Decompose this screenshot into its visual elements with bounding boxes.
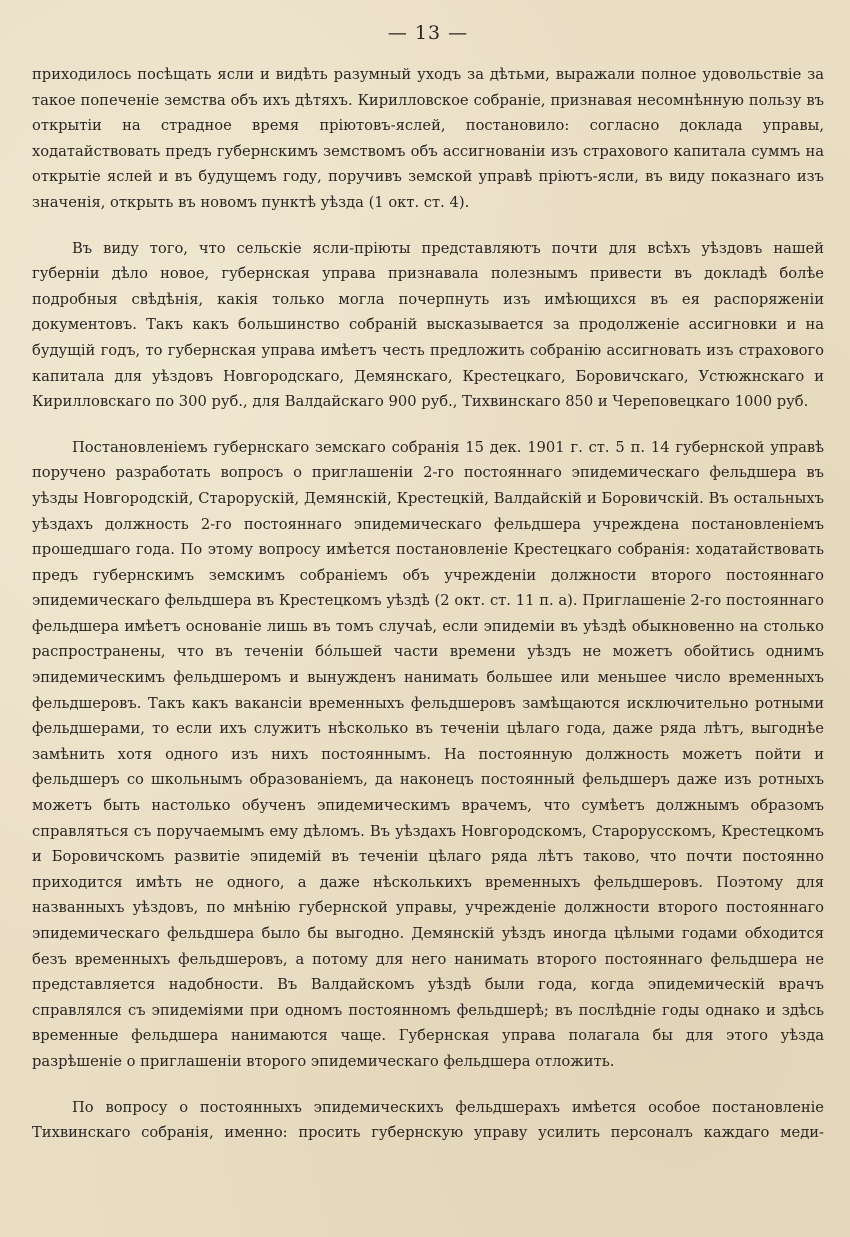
paragraph-feldsher-appointment: Постановленіемъ губернскаго земскаго собранія 15 дек. 1901 г. ст. 5 п. 14 губернской управѣ поручено разработать вопросъ о приглашеніи 2-го постояннаго эпидемическаго фельдшера въ уѣзды Новгородскій, Старорускій, Демянскій, Крестецкій, Валдайскій и Боровичскій. Въ остальныхъ уѣздахъ должность 2-го постояннаго эпидемическаго фельдшера учреждена постановленіемъ прошедшаго года. По этому вопросу имѣется постановленіе Крестецкаго собранія: ходатайствовать предъ губернскимъ земскимъ собраніемъ объ учрежденіи должности второго постояннаго эпидемическаго фельдшера въ Крестецкомъ уѣздѣ (2 окт. ст. 11 п. а). Приглашеніе 2-го постояннаго фельдшера имѣетъ основаніе лишь въ томъ случаѣ, если эпидеміи въ уѣздѣ обыкновенно на столько распространены, что въ теченіи бо́льшей части времени уѣздъ не можетъ обойтись однимъ эпидемическимъ фельдшеромъ и вынужденъ нанимать большее или меньшее число временныхъ фельдшеровъ. Такъ какъ вакансіи временныхъ фельдшеровъ замѣщаются исключительно ротными фельдшерами, то если ихъ служитъ нѣсколько въ теченіи цѣлаго года, даже ряда лѣтъ, выгоднѣе замѣнить хотя одного изъ нихъ постояннымъ. На постоянную должность можетъ пойти и фельдшеръ со школьнымъ образованіемъ, да наконецъ постоянный фельдшеръ даже изъ ротныхъ можетъ быть настолько обученъ эпидемическимъ врачемъ, что сумѣетъ должнымъ образомъ справляться съ поручаемымъ ему дѣломъ. Въ уѣздахъ Новгородскомъ, Старорусскомъ, Крестецкомъ и Боровичскомъ развитіе эпидемій въ теченіи цѣлаго ряда лѣтъ таково, что почти постоянно приходится имѣть не одного, а даже нѣсколькихъ временныхъ фельдшеровъ. Поэтому для названныхъ уѣздовъ, по мнѣнію губернской управы, учрежденіе должности второго постояннаго эпидемическаго фельдшера было бы выгодно. Демянскій уѣздъ иногда цѣлыми годами обходится безъ временныхъ фельдшеровъ, а потому для него нанимать второго постояннаго фельдшера не представляется надобности. Въ Валдайскомъ уѣздѣ были года, когда эпидемическій врачъ справлялся съ эпидеміями при одномъ постоянномъ фельдшерѣ; въ послѣдніе годы однако и здѣсь временные фельдшера нанимаются чаще. Губернская управа полагала бы для этого уѣзда разрѣшеніе о приглашеніи второго эпидемическаго фельдшера отложить. xyxy=(32,438,824,1070)
paragraph-nurseries: Въ виду того, что сельскіе ясли-пріюты представляютъ почти для всѣхъ уѣздовъ нашей губерніи дѣло новое, губернская управа признавала полезнымъ привести въ докладѣ болѣе подробныя свѣдѣнія, какія только могла почерпнуть изъ имѣющихся въ ея распоряженіи документовъ. Такъ какъ большинство собраній высказывается за продолженіе ассигновки и на будущій годъ, то губернская управа имѣетъ честь предложить собранію ассигновать изъ страхового капитала для уѣздовъ Новгородскаго, Демянскаго, Крестецкаго, Боровичскаго, Устюжнскаго и Кирилловскаго по 300 руб., для Валдайскаго 900 руб., Тихвинскаго 850 и Череповецкаго 1000 руб. xyxy=(32,239,824,411)
document-page xyxy=(32,0,824,1237)
paragraph-continuation: приходилось посѣщать ясли и видѣть разумный уходъ за дѣтьми, выражали полное удовольствіе за такое попеченіе земства объ ихъ дѣтяхъ. Кирилловское собраніе, признавая несомнѣнную пользу въ открытіи на страдное время пріютовъ-яслей, постановило: согласно доклада управы, ходатайствовать предъ губернскимъ земствомъ объ ассигнованіи изъ страхового капитала суммъ на открытіе яслей и въ будущемъ году, поручивъ земской управѣ пріютъ-ясли, въ виду показнаго изъ значенія, открыть въ новомъ пунктѣ уѣзда (1 окт. ст. 4). xyxy=(32,66,824,211)
page-number: — 13 — xyxy=(387,22,469,44)
body-text xyxy=(32,62,824,1166)
paragraph-tikhvin-resolution: По вопросу о постоянныхъ эпидемическихъ фельдшерахъ имѣется особое постановленіе Тихвинскаго собранія, именно: просить губернскую управу усилить персоналъ каждаго меди- xyxy=(32,1098,824,1142)
